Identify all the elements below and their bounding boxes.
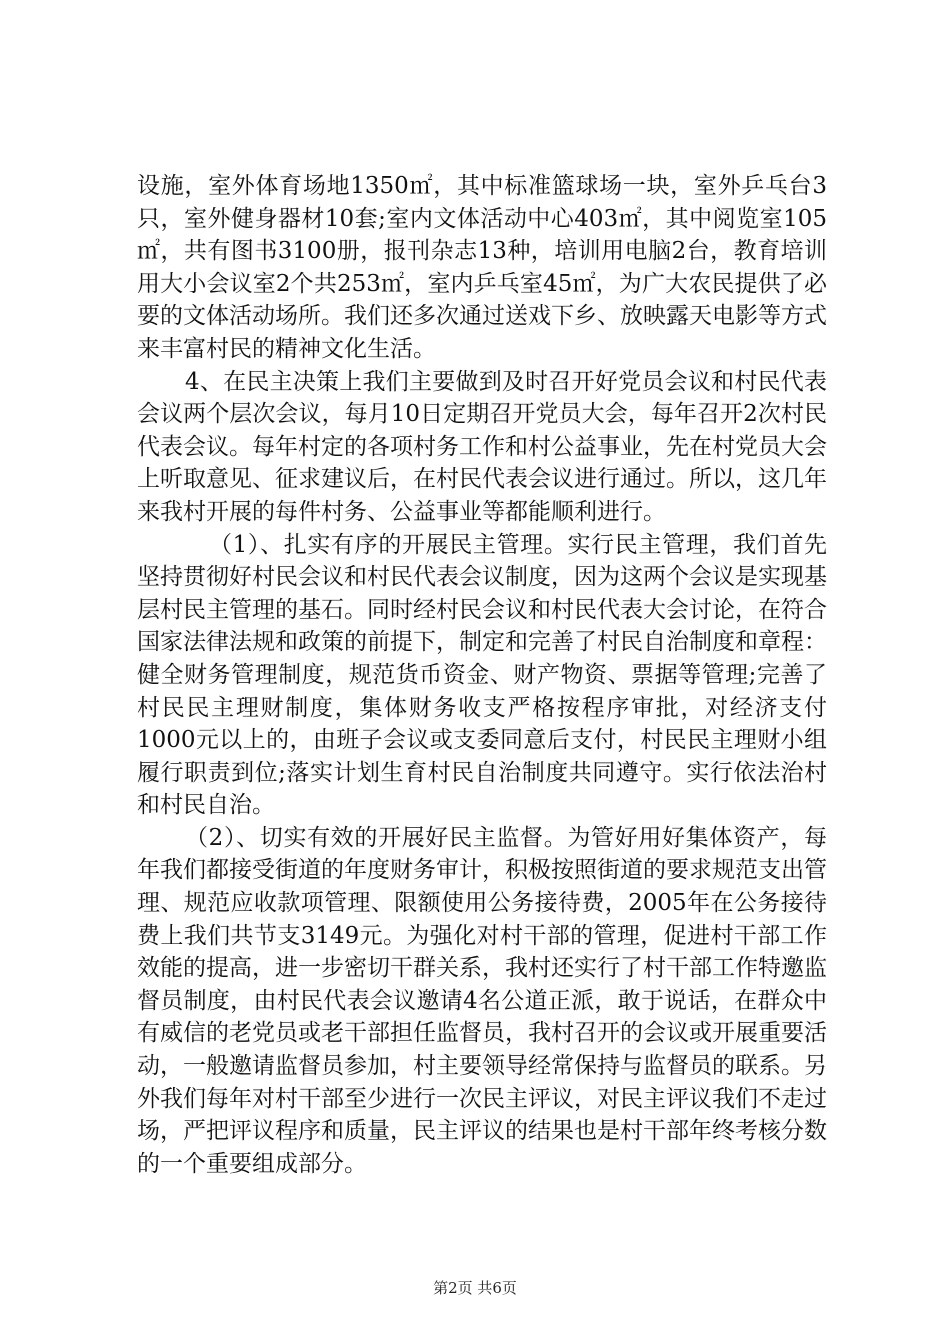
paragraph-democratic-management: （1）、扎实有序的开展民主管理。实行民主管理，我们首先坚持贯彻好村民会议和村民代表会议制度，因为这两个会议是实现基层村民主管理的基石。同时经村民会议和村民代表大会讨论，在符合国家法律法规和政策的前提下，制定和完善了村民自治制度和章程：健全财务管理制度，规范货币资金、财产物资、票据等管理;完善了村民民主理财制度，集体财务收支严格按程序审批，对经济支付1000元以上的，由班子会议或支委同意后支付，村民民主理财小组履行职责到位;落实计划生育村民自治制度共同遵守。实行依法治村和村民自治。 <box>137 531 827 819</box>
paragraph-facilities: 设施，室外体育场地1350㎡，其中标准篮球场一块，室外乒乓台3只，室外健身器材10套;室内文体活动中心403㎡，其中阅览室105㎡，共有图书3100册，报刊杂志13种，培训用电脑2台，教育培训用大小会议室2个共253㎡，室内乒乓室45㎡，为广大农民提供了必要的文体活动场所。我们还多次通过送戏下乡、放映露天电影等方式来丰富村民的精神文化生活。 <box>137 173 827 362</box>
document-body <box>137 170 827 1180</box>
paragraph-democratic-supervision: （2）、切实有效的开展好民主监督。为管好用好集体资产，每年我们都接受街道的年度财务审计，积极按照街道的要求规范支出管理、规范应收款项管理、限额使用公务接待费，2005年在公务接待费上我们共节支3149元。为强化对村干部的管理，促进村干部工作效能的提高，进一步密切干群关系，我村还实行了村干部工作特邀监督员制度，由村民代表会议邀请4名公道正派，敢于说话，在群众中有威信的老党员或老干部担任监督员，我村召开的会议或开展重要活动，一般邀请监督员参加，村主要领导经常保持与监督员的联系。另外我们每年对村干部至少进行一次民主评议，对民主评议我们不走过场，严把评议程序和质量，民主评议的结果也是村干部年终考核分数的一个重要组成部分。 <box>137 824 827 1177</box>
paragraph-democratic-decision: 4、在民主决策上我们主要做到及时召开好党员会议和村民代表会议两个层次会议，每月10日定期召开党员大会，每年召开2次村民代表会议。每年村定的各项村务工作和村公益事业，先在村党员大会上听取意见、征求建议后，在村民代表会议进行通过。所以，这几年来我村开展的每件村务、公益事业等都能顺利进行。 <box>137 368 827 525</box>
page-number-label: 第2页 共6页 <box>433 1279 517 1297</box>
page-footer <box>0 1278 950 1298</box>
